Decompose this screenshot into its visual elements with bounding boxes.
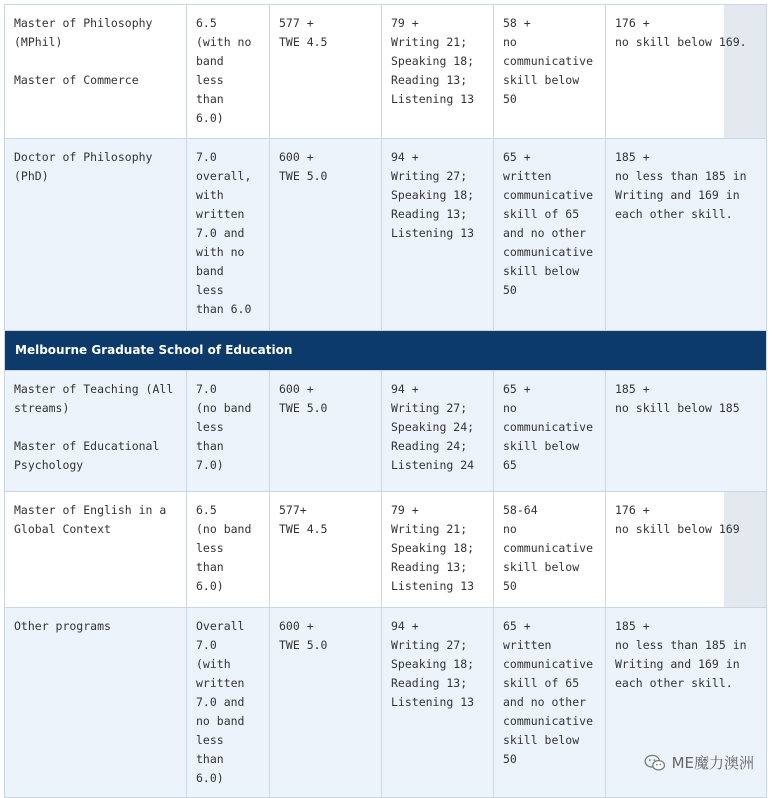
pte-cell: 58-64 no communicative skill below 50 [494, 492, 606, 608]
table-row [5, 5, 767, 139]
toefl-paper-cell: 600 + TWE 5.0 [270, 608, 382, 798]
ielts-cell: 7.0 (no band less than 7.0) [187, 371, 270, 492]
table-row [5, 139, 767, 331]
program-cell: Doctor of Philosophy (PhD) [5, 139, 187, 331]
watermark [644, 752, 754, 773]
section-header: Melbourne Graduate School of Education [5, 331, 767, 371]
ielts-cell: 7.0 overall, with written 7.0 and with no band less than 6.0 [187, 139, 270, 331]
program-cell: Master of Teaching (All streams) Master of Educational Psychology [5, 371, 187, 492]
program-cell: Master of Philosophy (MPhil) Master of Commerce [5, 5, 187, 139]
cae-cell [606, 5, 767, 139]
cae-text: 176 + no skill below 169. [615, 16, 747, 49]
requirements-table [4, 4, 767, 798]
cae-cell: 185 + no skill below 185 [606, 371, 767, 492]
toefl-paper-cell: 577 + TWE 4.5 [270, 5, 382, 139]
toefl-ibt-cell: 79 + Writing 21; Speaking 18; Reading 13; Listening 13 [382, 5, 494, 139]
cae-cell: 185 + no less than 185 in Writing and 169 in each other skill. [606, 608, 767, 798]
program-cell: Other programs [5, 608, 187, 798]
watermark-text: ME魔力澳洲 [671, 754, 754, 772]
ielts-cell: Overall 7.0 (with written 7.0 and no band less than 6.0) [187, 608, 270, 798]
toefl-paper-cell: 600 + TWE 5.0 [270, 371, 382, 492]
ielts-cell: 6.5 (no band less than 6.0) [187, 492, 270, 608]
cae-text: 176 + no skill below 169 [615, 503, 740, 536]
toefl-ibt-cell: 94 + Writing 27; Speaking 24; Reading 24; Listening 24 [382, 371, 494, 492]
program-cell: Master of English in a Global Context [5, 492, 187, 608]
pte-cell: 65 + written communicative skill of 65 and no other communicative skill below 50 [494, 139, 606, 331]
toefl-paper-cell: 577+ TWE 4.5 [270, 492, 382, 608]
toefl-paper-cell: 600 + TWE 5.0 [270, 139, 382, 331]
toefl-ibt-cell: 94 + Writing 27; Speaking 18; Reading 13; Listening 13 [382, 139, 494, 331]
table-row [5, 371, 767, 492]
pte-cell: 58 + no communicative skill below 50 [494, 5, 606, 139]
cae-cell: 185 + no less than 185 in Writing and 169 in each other skill. [606, 139, 767, 331]
ielts-cell: 6.5 (with no band less than 6.0) [187, 5, 270, 139]
scroll-strip [724, 492, 766, 607]
section-header-row [5, 331, 767, 371]
cae-cell [606, 492, 767, 608]
table-row [5, 492, 767, 608]
pte-cell: 65 + no communicative skill below 65 [494, 371, 606, 492]
scroll-strip [724, 5, 766, 138]
wechat-icon [644, 754, 666, 772]
pte-cell: 65 + written communicative skill of 65 and no other communicative skill below 50 [494, 608, 606, 798]
toefl-ibt-cell: 94 + Writing 27; Speaking 18; Reading 13; Listening 13 [382, 608, 494, 798]
toefl-ibt-cell: 79 + Writing 21; Speaking 18; Reading 13; Listening 13 [382, 492, 494, 608]
